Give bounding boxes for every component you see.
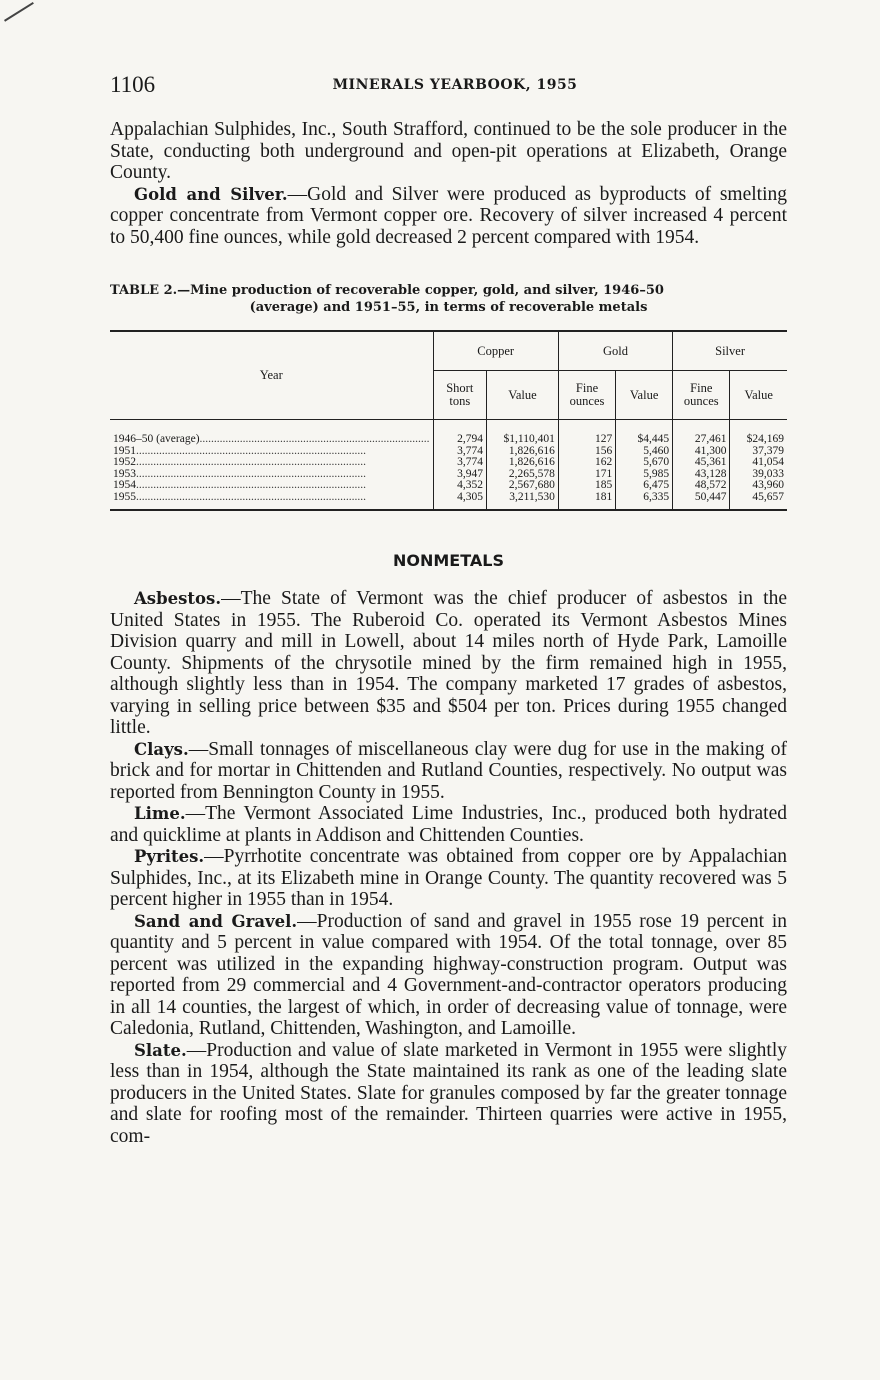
pyrites-text: —Pyrrhotite concentrate was obtained from copper ore by Appalachian Sulphides, Inc., at its Elizabeth mine in Orange County. The quantity recovered was 5 percent higher in 1955 than in 1954. xyxy=(110,846,787,910)
gold-group-header: Gold xyxy=(558,331,672,371)
sand-gravel-heading: Sand and Gravel. xyxy=(134,911,298,931)
nonmetals-heading: NONMETALS xyxy=(392,551,504,570)
dot-leader: ................................................................................ xyxy=(136,480,366,491)
silver-group-header: Silver xyxy=(673,331,787,371)
cell-silver-value: $24,169 xyxy=(730,420,787,446)
gold-silver-heading: Gold and Silver. xyxy=(134,184,288,204)
copper-value-header: Value xyxy=(487,371,559,420)
cell-copper-tons: 4,305 xyxy=(433,492,487,511)
cell-year: 1952................................................................................ xyxy=(113,457,366,468)
asbestos-text: —The State of Vermont was the chief producer of asbestos in the United States in 1955. The Ruberoid Co. operated its Vermont Asbestos Mines Division quarry and mill in Lowell, about 14 miles north of Hyde Park, Lamoille County. Shipments of the chrysotile mined by the firm remained high in 1955, although slightly less than in 1954. The company marketed 17 grades of asbestos, varying in selling price between $35 and $504 per ton. Prices during 1955 changed little. xyxy=(110,588,787,738)
lime-paragraph xyxy=(110,803,787,846)
cell-gold-oz: 162 xyxy=(558,457,615,469)
cell-copper-tons: 2,794 xyxy=(433,420,487,446)
cell-gold-oz: 185 xyxy=(558,480,615,492)
table-caption xyxy=(110,282,787,316)
cell-silver-value: 39,033 xyxy=(730,469,787,481)
cell-copper-value: 1,826,616 xyxy=(487,446,559,458)
table-row xyxy=(110,420,787,446)
page-header xyxy=(110,72,790,100)
gold-ounces-header: Fine ounces xyxy=(558,371,615,420)
table-caption-line1: TABLE 2.—Mine production of recoverable copper, gold, and silver, 1946–50 xyxy=(110,283,664,298)
silver-value-header: Value xyxy=(730,371,787,420)
table-row xyxy=(110,480,787,492)
cell-gold-oz: 171 xyxy=(558,469,615,481)
sand-gravel-text: —Production of sand and gravel in 1955 rose 19 percent in quantity and 5 percent in value compared with 1954. Of the total tonnage, over 85 percent was utilized in the expanding highway-construction program. Output was reported from 29 commercial and 4 Government-and-contractor operators producing in all 14 counties, the largest of which, in order of decreasing value of tonnage, were Caledonia, Rutland, Chittenden, Washington, and Lamoille. xyxy=(110,910,787,1039)
clays-heading: Clays. xyxy=(134,739,189,759)
table-row xyxy=(110,469,787,481)
col-year-header: Year xyxy=(259,368,283,382)
slate-heading: Slate. xyxy=(134,1040,187,1060)
cell-silver-value: 37,379 xyxy=(730,446,787,458)
dot-leader: ................................................................................ xyxy=(136,445,366,457)
pyrites-paragraph xyxy=(110,846,787,911)
cell-year: 1946–50 (average)................................................................................ xyxy=(113,433,430,445)
slate-text: —Production and value of slate marketed in Vermont in 1955 were slightly less than in 1954, although the State maintained its rank as one of the leading slate producers in the United States. Slate for granules composed by far the greater tonnage and slate for roofing most of the remainder. Thirteen quarries were active in 1955, com- xyxy=(110,1039,787,1147)
cell-silver-oz: 43,128 xyxy=(673,469,730,481)
cell-gold-value: 6,475 xyxy=(616,480,673,492)
silver-ounces-header: Fine ounces xyxy=(673,371,730,420)
table-row xyxy=(110,457,787,469)
cell-gold-value: 5,670 xyxy=(616,457,673,469)
gold-value-header: Value xyxy=(616,371,673,420)
dot-leader: ................................................................................ xyxy=(136,491,366,503)
cell-year: 1951................................................................................ xyxy=(113,445,366,457)
cell-copper-tons: 3,774 xyxy=(433,457,487,469)
dot-leader: ................................................................................ xyxy=(199,433,430,445)
cell-gold-value: $4,445 xyxy=(616,420,673,446)
copper-tons-header: Short tons xyxy=(433,371,487,420)
cell-silver-value: 43,960 xyxy=(730,480,787,492)
scan-mark xyxy=(4,2,34,22)
gold-silver-text: —Gold and Silver were produced as byproducts of smelting copper concentrate from Vermont copper ore. Recovery of silver increased 4 percent to 50,400 fine ounces, while gold decreased 2 percent compared with 1954. xyxy=(110,183,788,248)
cell-year: 1953................................................................................ xyxy=(113,468,366,480)
copper-group-header: Copper xyxy=(433,331,558,371)
cell-gold-oz: 127 xyxy=(558,420,615,446)
nonmetals-text xyxy=(110,588,787,1147)
lime-heading: Lime. xyxy=(134,804,186,823)
asbestos-paragraph xyxy=(110,588,787,739)
cell-copper-tons: 3,774 xyxy=(433,446,487,458)
table-row xyxy=(110,446,787,458)
clays-paragraph xyxy=(110,739,787,804)
table-caption-line2: (average) and 1951–55, in terms of recoverable metals xyxy=(249,300,648,315)
clays-text: —Small tonnages of miscellaneous clay were dug for use in the making of brick and for mortar in Chittenden and Rutland Counties, respectively. No output was reported from Bennington County in 1955. xyxy=(110,738,787,803)
cell-silver-oz: 50,447 xyxy=(673,492,730,511)
sand-gravel-paragraph xyxy=(110,911,787,1040)
running-title: MINERALS YEARBOOK, 1955 xyxy=(332,77,578,93)
copper-paragraph: Appalachian Sulphides, Inc., South Strafford, continued to be the sole producer in the State, conducting both underground and open-pit operations at Elizabeth, Orange County. xyxy=(110,119,787,183)
cell-gold-value: 5,460 xyxy=(616,446,673,458)
cell-silver-oz: 41,300 xyxy=(673,446,730,458)
cell-silver-oz: 27,461 xyxy=(673,420,730,446)
gold-silver-paragraph xyxy=(110,184,787,249)
cell-copper-tons: 3,947 xyxy=(433,469,487,481)
dot-leader: ................................................................................ xyxy=(136,468,366,480)
cell-year: 1954................................................................................ xyxy=(113,480,366,491)
cell-copper-tons: 4,352 xyxy=(433,480,487,492)
cell-gold-oz: 156 xyxy=(558,446,615,458)
cell-copper-value: 3,211,530 xyxy=(487,492,559,511)
slate-paragraph xyxy=(110,1040,787,1148)
intro-text xyxy=(110,119,787,248)
asbestos-heading: Asbestos. xyxy=(134,589,222,608)
dot-leader: ................................................................................ xyxy=(136,457,366,468)
cell-year: 1955................................................................................ xyxy=(113,491,366,503)
cell-gold-value: 6,335 xyxy=(616,492,673,511)
cell-silver-oz: 48,572 xyxy=(673,480,730,492)
cell-copper-value: 1,826,616 xyxy=(487,457,559,469)
cell-gold-oz: 181 xyxy=(558,492,615,511)
table-row xyxy=(110,492,787,511)
cell-copper-value: 2,567,680 xyxy=(487,480,559,492)
cell-silver-oz: 45,361 xyxy=(673,457,730,469)
cell-copper-value: 2,265,578 xyxy=(487,469,559,481)
lime-text: —The Vermont Associated Lime Industries, Inc., produced both hydrated and quicklime at plants in Addison and Chittenden Counties. xyxy=(110,803,787,846)
cell-copper-value: $1,110,401 xyxy=(487,420,559,446)
cell-silver-value: 41,054 xyxy=(730,457,787,469)
pyrites-heading: Pyrites. xyxy=(134,847,205,866)
production-table xyxy=(110,330,787,511)
cell-silver-value: 45,657 xyxy=(730,492,787,511)
cell-gold-value: 5,985 xyxy=(616,469,673,481)
page-number: 1106 xyxy=(110,72,156,97)
